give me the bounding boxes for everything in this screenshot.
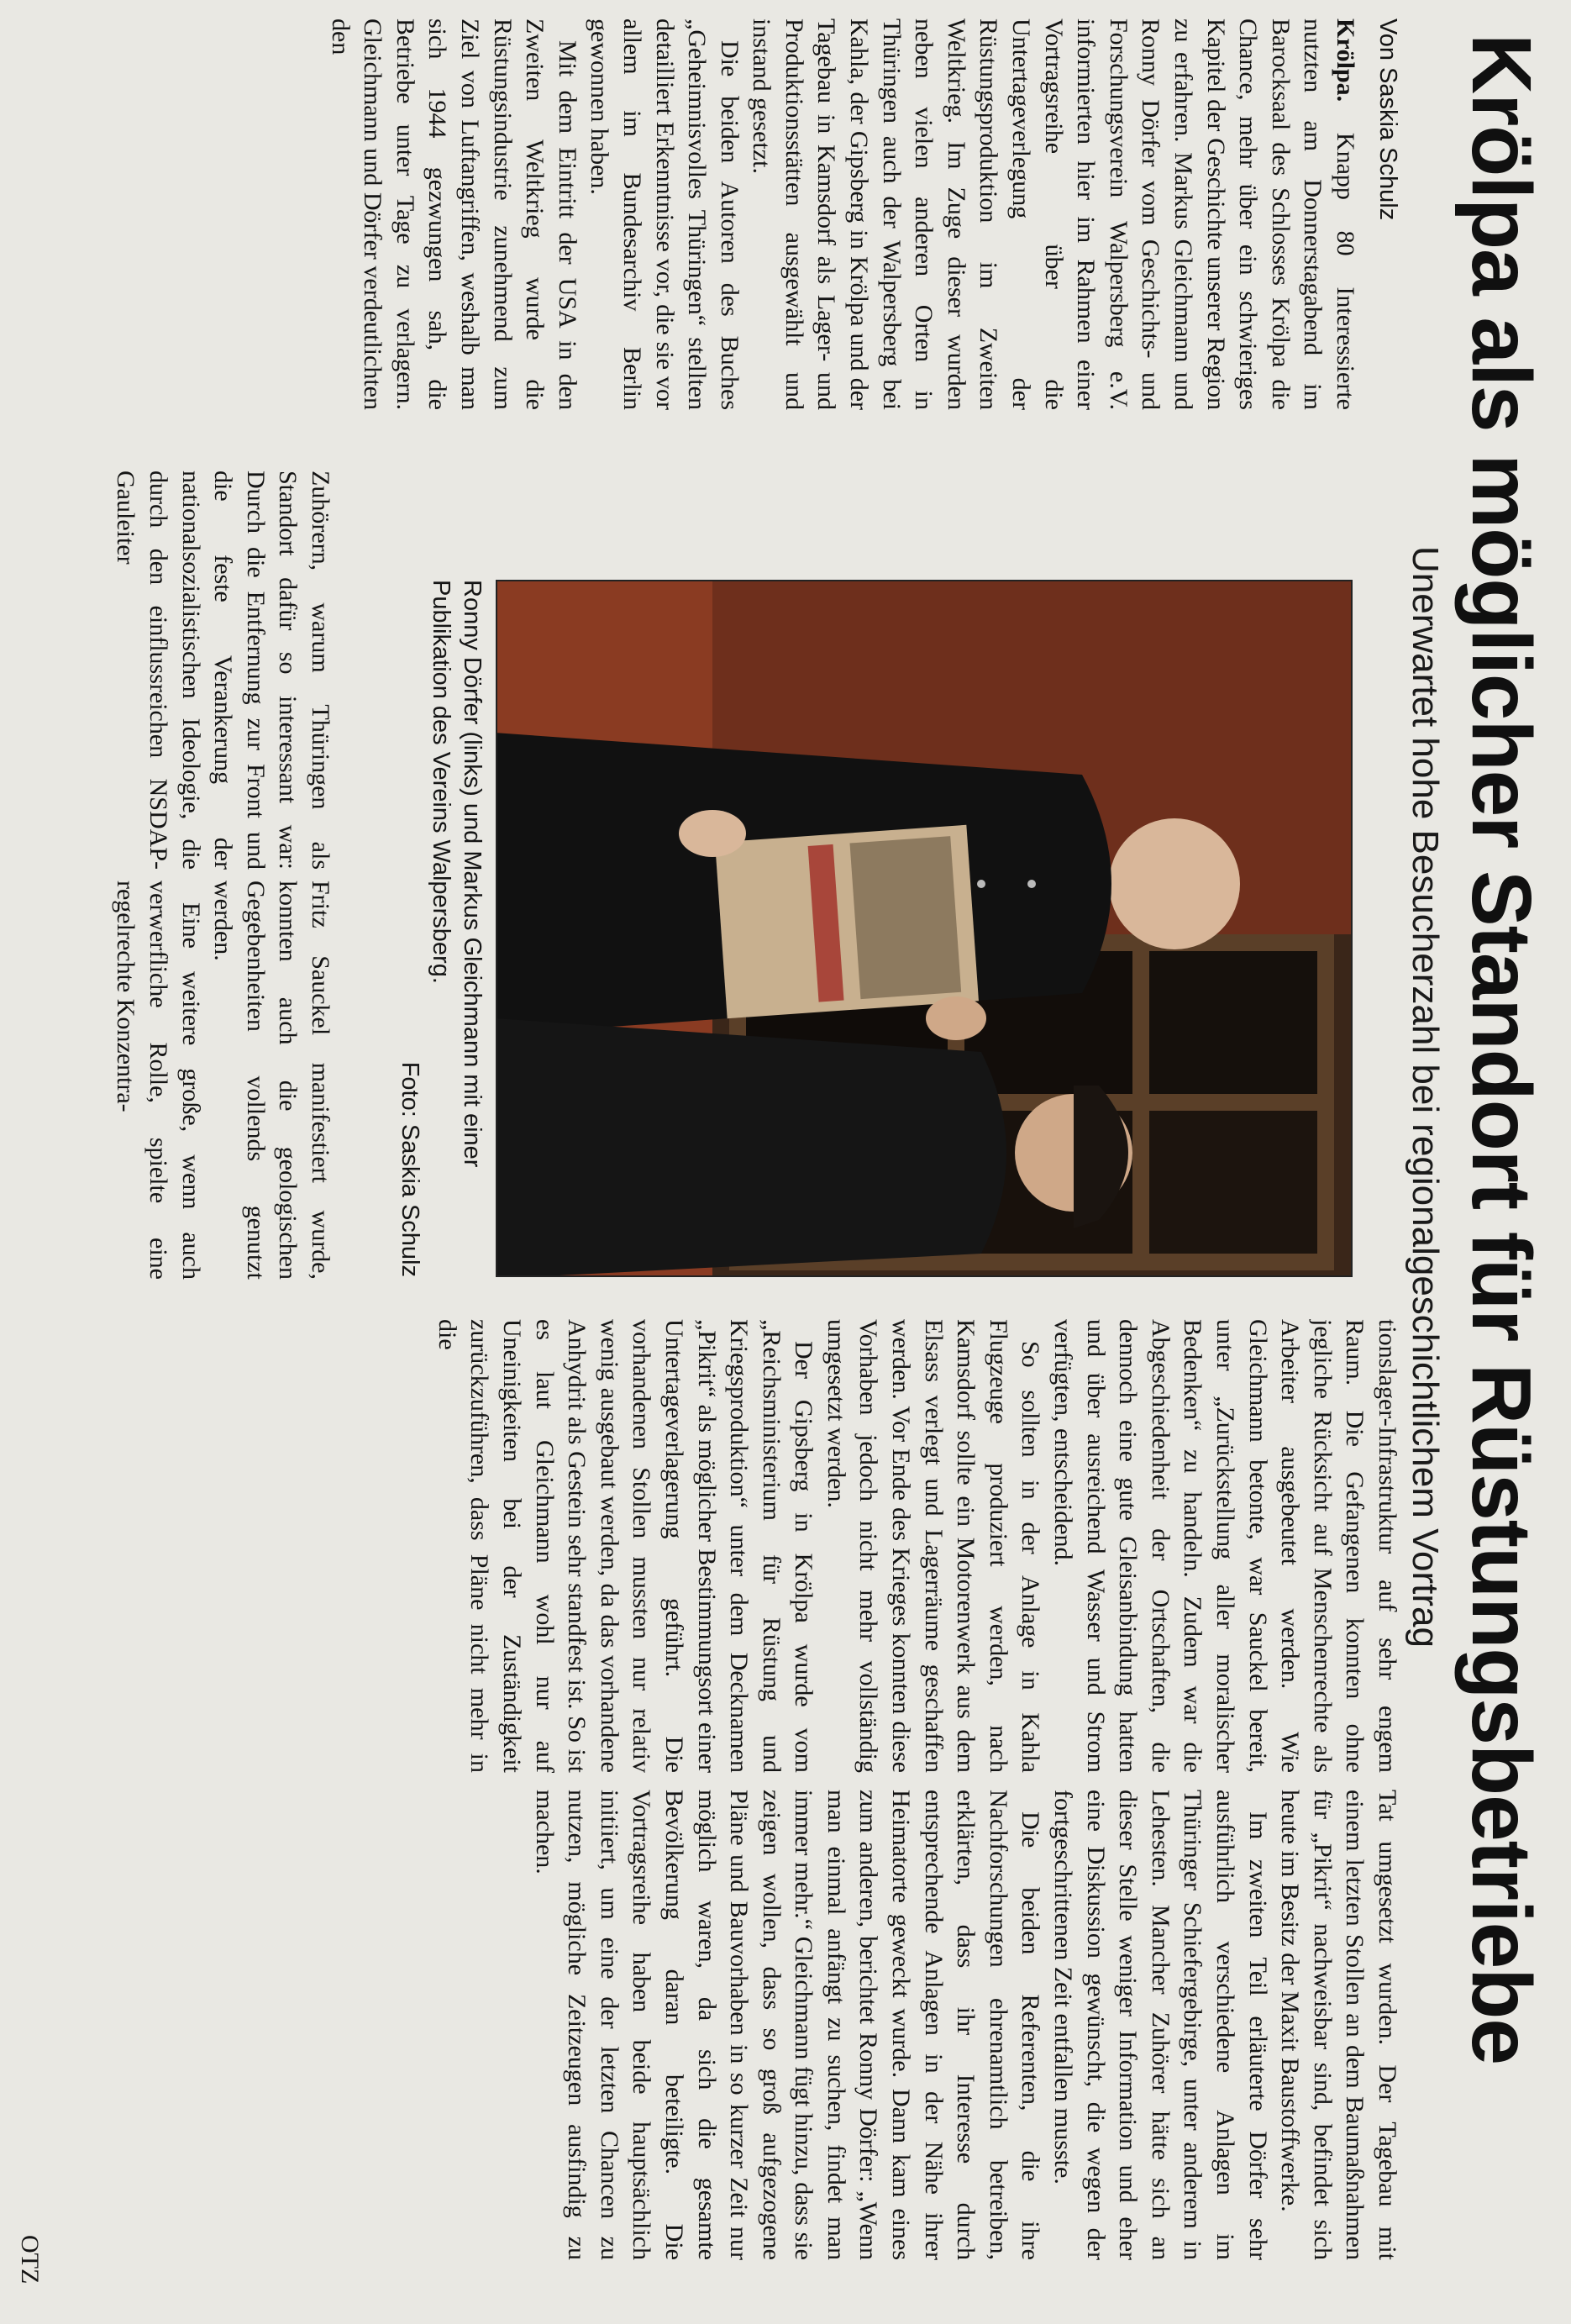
article-column-1 [50, 18, 1361, 410]
source-signature: OTZ [16, 2235, 44, 2285]
dateline: Krölpa. [1332, 18, 1359, 103]
paragraph: Der Gipsberg in Krölpa wurde vom „Reichsministerium für Rüstung und Kriegsproduktion“ unter dem Decknamen „Pikrit“ als möglicher Bestimmungsort einer Untertageverlagerung geführt. Die vorhandenen Stollen mussten nur relativ wenig ausgebaut werden, da das vorhandene Anhydrit als Gestein sehr standfest ist. So ist es laut Gleichmann wohl nur auf Uneinigkeiten bei der Zuständigkeit zurückzuführen, dass Pläne nicht mehr in die [433, 1319, 818, 1773]
paragraph: Die beiden Autoren des Buches „Geheimnisvolles Thüringen“ stellten detailliert Erkenntnisse vor, die sie vor allem im Bundesarchiv Berlin gewonnen haben. [586, 18, 743, 410]
paragraph: Eine weitere große, wenn auch verwerfliche Rolle, spielte eine regelrechte Konzentra- [112, 881, 205, 1280]
paragraph: Tat umgesetzt wurden. Der Tagebau mit einem letzten Stollen an dem Baumaßnahmen für „Pikrit“ nachweisbar sind, befindet sich heute im Besitz der Maxit Baustoffwerke. [1276, 1790, 1401, 2260]
paragraph: Fritz Sauckel manifestiert wurde, konnten auch die geologischen Gegebenheiten vollends genutzt werden. [209, 881, 334, 1280]
paragraph: So sollten in der Anlage in Kahla Flugzeuge produziert werden, nach Kamsdorf sollte ein Motorenwerk aus dem Elsass verlegt und Lagerräume geschaffen werden. Vor Ende des Krieges konnten diese Vorhaben jedoch nicht mehr vollständig umgesetzt werden. [822, 1319, 1045, 1773]
paragraph: Mit dem Eintritt der USA in den Zweiten Weltkrieg wurde die Rüstungsindustrie zunehmend zum Ziel von Luftangriffen, weshalb man sich 1944 gezwungen sah, die Betriebe unter Tage zu verlagern. Gleichmann und Dörfer verdeutlichten den [326, 18, 581, 410]
subheadline: Unerwartet hohe Besucherzahl bei regionalgeschichtlichem Vortrag [1405, 546, 1446, 1648]
photo-two-men-holding-book [496, 581, 1351, 1277]
paragraph: Im zweiten Teil erläuterte Dörfer sehr ausführlich verschiedene Anlagen im Thüringer Schiefergebirge, unter anderem in Lehesten. Mancher Zuhörer hätte sich an dieser Stelle weniger Information und eher eine Diskussion gewünscht, die wegen der fortgeschrittenen Zeit entfallen musste. [1049, 1790, 1272, 2260]
paragraph: Zuhörern, warum Thüringen als Standort dafür so interessant war: Durch die Entfernung zur Front und die feste Verankerung der nationalsozialistischen Ideologie, die durch den einflussreichen NSDAP-Gauleiter [112, 471, 334, 870]
article-column-2 [8, 471, 336, 870]
article-column-5 [8, 1790, 1403, 2260]
photo-caption [394, 580, 487, 1277]
article-column-3 [8, 881, 336, 1280]
paragraph-text: Knapp 80 Interessierte nutzten am Donnerstagabend im Barocksaal des Schlosses Krölpa die Chance, mehr über ein schwieriges Kapitel der Geschichte unserer Region zu erfahren. Markus Gleichmann und Ronny Dörfer vom Geschichts- und Forschungsverein Walpersberg e.V. informierten hier im Rahmen einer Vortragsreihe über die Untertageverlegung der Rüstungsproduktion im Zweiten Weltkrieg. Im Zuge dieser wurden neben vielen anderen Orten in Thüringen auch der Walpersberg bei Kahla, der Gipsberg in Krölpa und der Tagebau in Kamsdorf als Lager- und Produktionsstätten ausgewählt und instand gesetzt. [748, 18, 1359, 410]
paragraph [745, 18, 1361, 410]
paragraph: tionslager-Infrastruktur auf sehr engem Raum. Die Gefangenen konnten ohne jegliche Rücksicht auf Menschenrechte als Arbeiter ausgebeutet werden. Wie Gleichmann betonte, war Sauckel bereit, unter „Zurückstellung aller moralischer Bedenken“ zu handeln. Zudem war die Abgeschiedenheit der Ortschaften, die dennoch eine gute Gleisanbindung hatten und über ausreichend Wasser und Strom verfügten, entscheidend. [1049, 1319, 1401, 1773]
paragraph: Die beiden Referenten, die ihre Nachforschungen ehrenamtlich betreiben, erklärten, dass ihr Interesse durch entsprechende Anlagen in der Nähe ihrer Heimatorte geweckt wurde. Dann kam eines zum anderen, berichtet Ronny Dörfer: „Wenn man einmal anfängt zu suchen, findet man immer mehr.“ Gleichmann fügt hinzu, dass sie zeigen wollen, dass so groß aufgezogene Pläne und Bauvorhaben in so kurzer Zeit nur möglich waren, da sich die gesamte Bevölkerung daran beteiligte. Die Vortragsreihe haben beide hauptsächlich initiiert, um eine der letzten Chancen zu nutzen, mögliche Zeitzeugen ausfindig zu machen. [530, 1790, 1045, 2260]
photo-credit: Foto: Saskia Schulz [397, 1061, 423, 1277]
article-column-4 [8, 1319, 1403, 1773]
caption-text: Ronny Dörfer (links) und Markus Gleichmann mit einer Publikation des Vereins Walpersberg. [428, 580, 486, 1168]
byline: Von Saskia Schulz [1374, 18, 1401, 221]
headline: Krölpa als möglicher Standort für Rüstungsbetriebe [1454, 34, 1548, 2064]
article-photo [496, 580, 1353, 1277]
